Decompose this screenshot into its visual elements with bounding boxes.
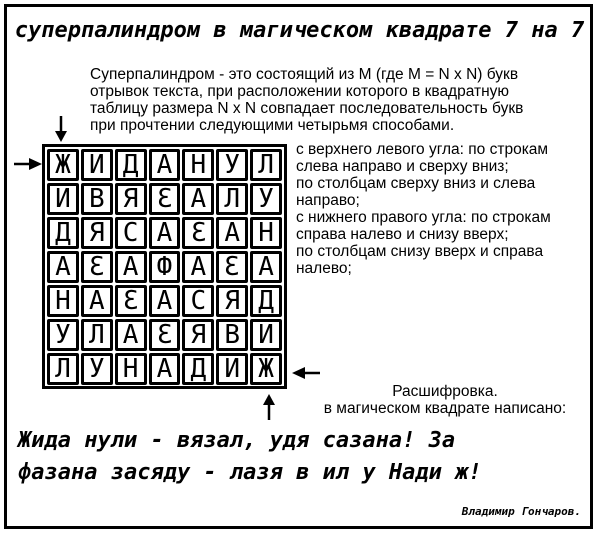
grid-cell <box>149 217 181 249</box>
grid-letter: А <box>156 218 173 248</box>
grid-cell <box>115 319 147 351</box>
grid-cell <box>182 149 214 181</box>
grid-letter: Д <box>190 354 207 384</box>
grid-letter: Я <box>122 184 139 214</box>
arrow-up-icon <box>262 394 276 420</box>
grid-cell <box>149 353 181 385</box>
page-title: суперпалиндром в магическом квадрате 7 на 7 <box>14 18 585 43</box>
decode-label: Расшифровка. <box>392 383 498 400</box>
rule-item: по столбцам снизу вверх и справа налево; <box>296 243 544 277</box>
grid-letter: Л <box>88 320 105 350</box>
grid-letter: З <box>156 320 173 350</box>
rule-item: по столбцам сверху вниз и слева направо; <box>296 175 536 209</box>
grid-cell <box>81 319 113 351</box>
intro-text: Суперпалиндром - это состоящий из М (где М = N x N) букв отрывок текста, при расположении которого в квадратную таблицу размера N x N совпадает последовательность букв при прочтении следующими четырьмя способами. <box>90 66 524 134</box>
grid-cell <box>81 217 113 249</box>
grid-cell <box>81 251 113 283</box>
grid-cell <box>182 217 214 249</box>
rules-list <box>296 141 591 277</box>
grid-cell <box>149 285 181 317</box>
grid-letter: С <box>190 286 207 316</box>
grid-letter: А <box>190 252 207 282</box>
grid-cell <box>216 285 248 317</box>
grid-letter: Я <box>190 320 207 350</box>
arrow-down-icon <box>54 116 68 142</box>
grid-letter: З <box>190 218 207 248</box>
grid-letter: Н <box>258 218 274 248</box>
decode-sublabel: в магическом квадрате написано: <box>323 400 567 417</box>
grid-letter: А <box>55 252 71 282</box>
grid-letter: А <box>156 150 173 180</box>
grid-cell <box>115 251 147 283</box>
grid-cell <box>216 183 248 215</box>
rule-item: с нижнего правого угла: по строкам справа налево и снизу вверх; <box>296 209 551 243</box>
grid-letter: Д <box>122 150 139 180</box>
rule-item: с верхнего левого угла: по строкам слева направо и сверху вниз; <box>296 141 549 175</box>
grid-letter: Я <box>88 218 105 248</box>
grid-letter: З <box>122 286 139 316</box>
grid-cell <box>250 353 282 385</box>
grid-letter: И <box>88 150 105 180</box>
grid-cell <box>216 319 248 351</box>
grid-letter: У <box>258 184 274 214</box>
grid-cell <box>250 251 282 283</box>
grid-letter: Н <box>55 286 71 316</box>
grid-letter: Д <box>55 218 71 248</box>
grid-letter: У <box>224 150 241 180</box>
grid-cell <box>149 319 181 351</box>
grid-letter: Н <box>190 150 207 180</box>
grid-cell <box>149 183 181 215</box>
grid-letter: У <box>55 320 71 350</box>
grid-letter: В <box>88 184 105 214</box>
grid-cell <box>250 285 282 317</box>
arrow-left-icon <box>292 366 320 380</box>
grid-cell <box>149 149 181 181</box>
grid-letter: Я <box>224 286 241 316</box>
grid-cell <box>115 353 147 385</box>
message-line: фазана засяду - лазя в ил у Нади ж! <box>18 460 482 485</box>
grid-cell <box>216 251 248 283</box>
decoded-message <box>18 425 588 489</box>
grid-cell <box>115 149 147 181</box>
grid-letter: Л <box>55 354 71 384</box>
grid-letter: С <box>122 218 139 248</box>
grid-cell <box>81 353 113 385</box>
grid-cell <box>216 353 248 385</box>
grid-cell <box>216 217 248 249</box>
grid-letter: А <box>156 354 173 384</box>
grid-cell <box>182 319 214 351</box>
grid-letter: Л <box>224 184 241 214</box>
grid-letter: И <box>258 320 274 350</box>
grid-letter: А <box>122 252 139 282</box>
grid-cell <box>250 183 282 215</box>
grid-cell <box>47 319 79 351</box>
grid-letter: А <box>122 320 139 350</box>
magic-square-grid <box>42 144 287 389</box>
grid-cell <box>182 285 214 317</box>
grid-cell <box>47 149 79 181</box>
grid-cell <box>115 217 147 249</box>
grid-cell <box>81 285 113 317</box>
grid-cell <box>250 217 282 249</box>
grid-letter: Ф <box>156 252 173 282</box>
grid-cell <box>47 183 79 215</box>
grid-cell <box>47 353 79 385</box>
grid-letter: А <box>88 286 105 316</box>
grid-cell <box>182 251 214 283</box>
grid-cell <box>47 217 79 249</box>
author-signature: Владимир Гончаров. <box>461 505 581 518</box>
grid-cell <box>115 183 147 215</box>
grid-cell <box>149 251 181 283</box>
grid-cell <box>81 149 113 181</box>
grid-cell <box>182 353 214 385</box>
grid-cell <box>47 285 79 317</box>
grid-letter: А <box>224 218 241 248</box>
grid-letter: Ж <box>258 354 274 384</box>
grid-letter: И <box>55 184 71 214</box>
grid-letter: З <box>88 252 105 282</box>
grid-letter: И <box>224 354 241 384</box>
grid-letter: Ж <box>55 150 71 180</box>
message-line: Жида нули - вязал, удя сазана! За <box>18 428 456 453</box>
grid-letter: Д <box>258 286 274 316</box>
grid-cell <box>81 183 113 215</box>
grid-letter: А <box>190 184 207 214</box>
grid-letter: У <box>88 354 105 384</box>
grid-cell <box>250 149 282 181</box>
arrow-right-icon <box>14 157 42 171</box>
grid-cell <box>47 251 79 283</box>
grid-letter: В <box>224 320 241 350</box>
grid-cell <box>115 285 147 317</box>
grid-letter: А <box>258 252 274 282</box>
grid-letter: Л <box>258 150 274 180</box>
grid-letter: З <box>156 184 173 214</box>
grid-cell <box>216 149 248 181</box>
grid-letter: З <box>224 252 241 282</box>
grid-letter: А <box>156 286 173 316</box>
decode-block <box>300 383 590 417</box>
grid-cell <box>182 183 214 215</box>
grid-cell <box>250 319 282 351</box>
grid-letter: Н <box>122 354 139 384</box>
